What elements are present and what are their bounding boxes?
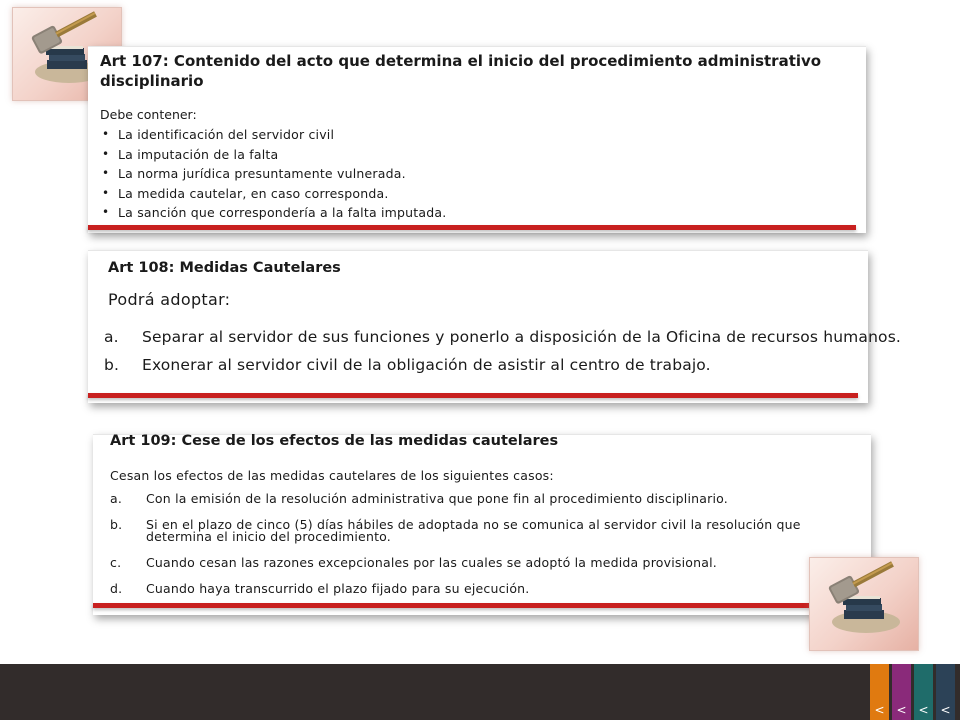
list-item: [104, 351, 901, 379]
list-item-text: Cuando cesan las razones excepcionales por las cuales se adoptó la medida provisional.: [146, 555, 717, 570]
art108-list: [104, 323, 901, 379]
list-item-text: Exonerar al servidor civil de la obligación de asistir al centro de trabajo.: [142, 356, 711, 374]
nav-tab-4[interactable]: [936, 664, 955, 720]
chevron-left-icon: <: [874, 703, 885, 717]
art107-card: [88, 46, 866, 233]
chevron-left-icon: <: [940, 703, 951, 717]
list-item: [110, 557, 870, 569]
nav-tab-2[interactable]: [892, 664, 911, 720]
nav-tab-3[interactable]: [914, 664, 933, 720]
list-marker: a.: [104, 328, 119, 346]
art108-lead: Podrá adoptar:: [108, 290, 231, 309]
red-underline: [88, 225, 856, 230]
footer-bar: [0, 664, 960, 720]
nav-tab-1[interactable]: [870, 664, 889, 720]
art108-card: [88, 250, 901, 403]
gavel-books-icon: [809, 557, 919, 651]
red-underline: [88, 393, 858, 398]
art109-card: [93, 434, 871, 615]
list-marker: c.: [110, 555, 122, 570]
art107-title: Art 107: Contenido del acto que determina el inicio del procedimiento administrativo disciplinario: [100, 52, 822, 90]
art109-lead: Cesan los efectos de las medidas cautelares de los siguientes casos:: [110, 468, 554, 483]
list-marker: b.: [110, 517, 123, 532]
gavel-books-graphic: [810, 558, 918, 650]
list-marker: b.: [104, 356, 120, 374]
chevron-left-icon: <: [896, 703, 907, 717]
list-item-text: Con la emisión de la resolución administrativa que pone fin al procedimiento disciplinario.: [146, 491, 728, 506]
list-marker: a.: [110, 491, 123, 506]
art107-list: [100, 125, 446, 223]
list-item: • La identificación del servidor civil: [100, 125, 446, 145]
list-item: • La medida cautelar, en caso corresponda.: [100, 184, 446, 204]
list-marker: d.: [110, 581, 123, 596]
list-item-text: Si en el plazo de cinco (5) días hábiles de adoptada no se comunica al servidor civil la resolución que determina el inicio del procedimiento.: [146, 517, 801, 544]
list-item: [110, 583, 870, 595]
art109-title: Art 109: Cese de los efectos de las medidas cautelares: [110, 433, 559, 449]
list-item: [110, 519, 870, 543]
list-item: • La sanción que correspondería a la falta imputada.: [100, 203, 446, 223]
art107-lead: Debe contener:: [100, 107, 197, 122]
list-item: [110, 493, 870, 505]
list-item-text: Separar al servidor de sus funciones y ponerlo a disposición de la Oficina de recursos humanos.: [142, 328, 901, 346]
list-item: • La imputación de la falta: [100, 145, 446, 165]
chevron-left-icon: <: [918, 703, 929, 717]
red-underline: [93, 603, 813, 608]
art108-title: Art 108: Medidas Cautelares: [108, 260, 341, 276]
list-item: [104, 323, 901, 351]
list-item-text: Cuando haya transcurrido el plazo fijado para su ejecución.: [146, 581, 530, 596]
list-item: • La norma jurídica presuntamente vulnerada.: [100, 164, 446, 184]
art109-list: [110, 493, 870, 609]
